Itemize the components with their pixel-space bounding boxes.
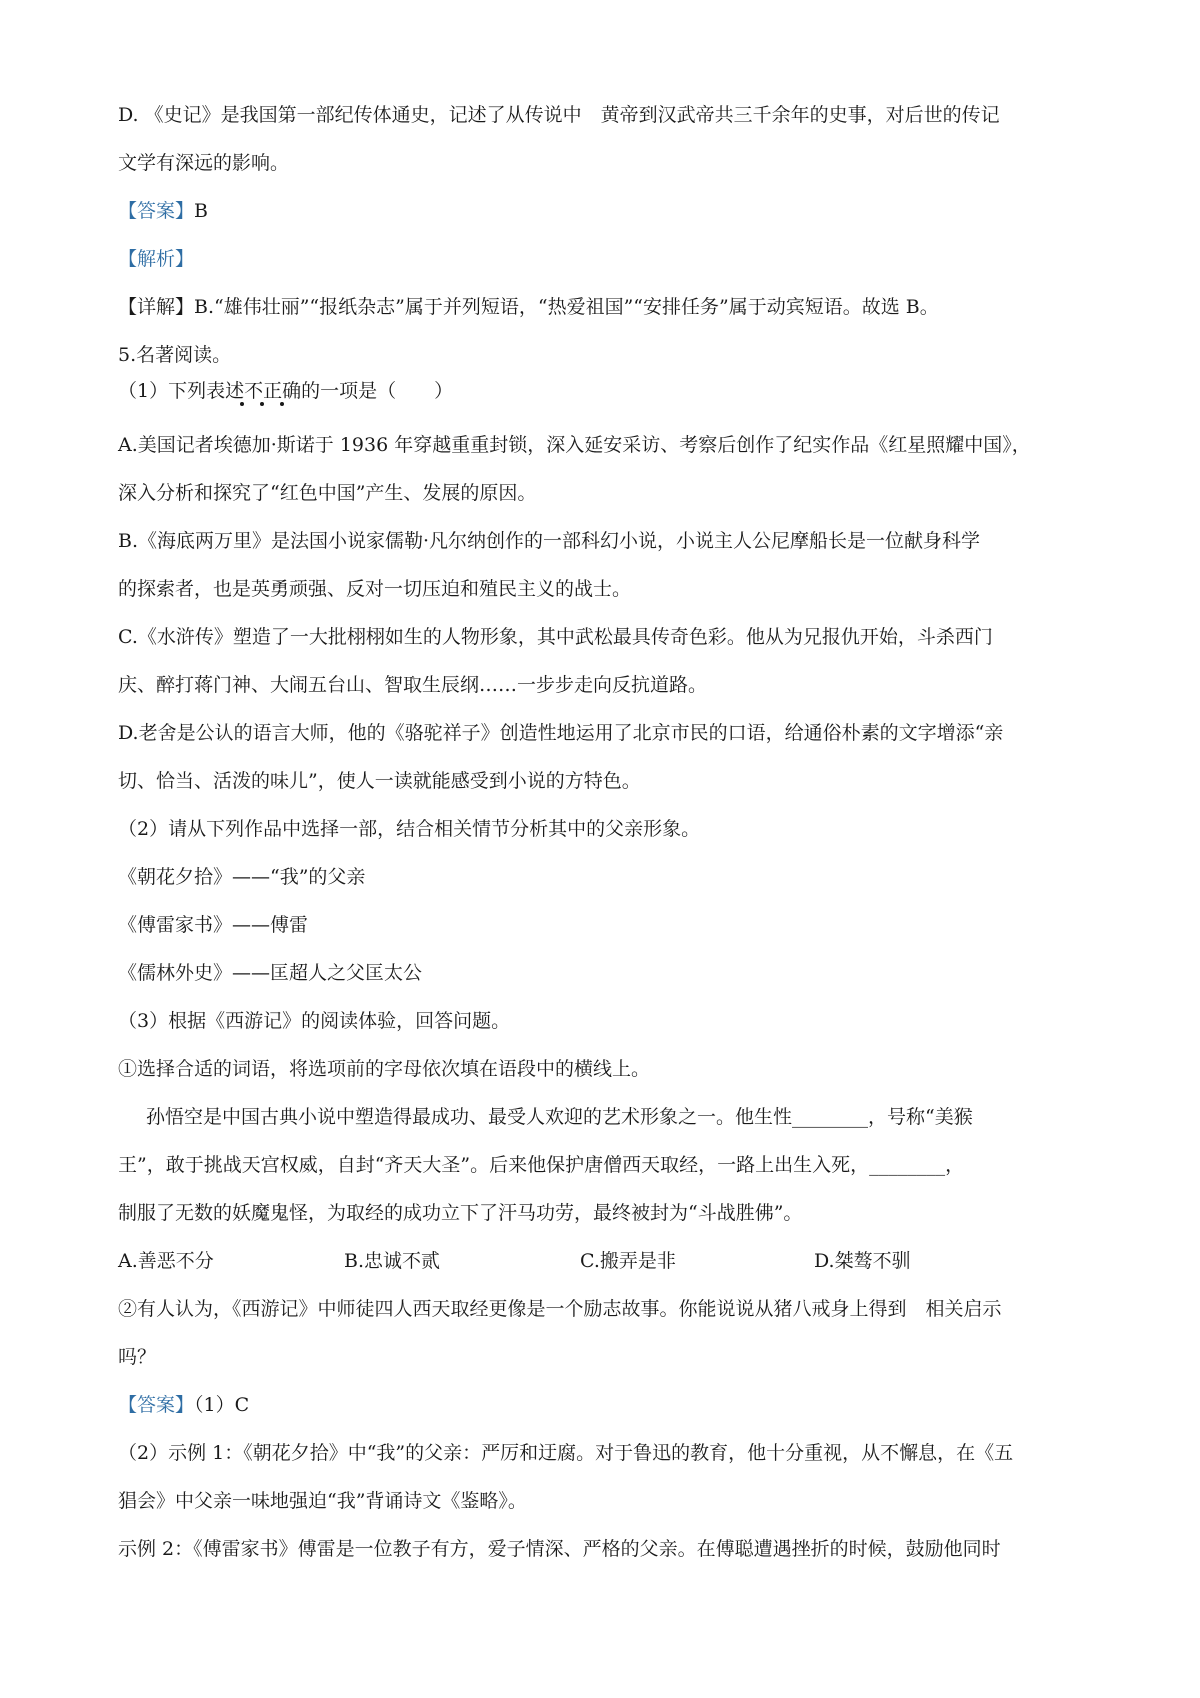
answer-row: [118, 198, 208, 224]
choice-c-line-2: 庆、醉打蒋门神、大闹五台山、智取生辰纲……一步步走向反抗道路。: [118, 674, 708, 696]
passage-line-3: 制服了无数的妖魔鬼怪，为取经的成功立下了汗马功劳，最终被封为“斗战胜佛”。: [118, 1202, 803, 1224]
option-d-line-1: D. 《史记》是我国第一部纪传体通史，记述了从传说中 黄帝到汉武帝共三千余年的史事，对后世的传记: [118, 104, 1000, 126]
passage-line-2: 王”，敢于挑战天宫权威，自封“齐天大圣”。后来他保护唐僧西天取经，一路上出生入死，________，: [118, 1154, 965, 1176]
task-1-instruction: ①选择合适的词语，将选项前的字母依次填在语段中的横线上。: [118, 1058, 651, 1080]
choice-a-line-1: A.美国记者埃德加·斯诺于 1936 年穿越重重封锁，深入延安采访、考察后创作了纪实作品《红星照耀中国》，: [118, 434, 1031, 456]
choice-a-line-2: 深入分析和探究了“红色中国”产生、发展的原因。: [118, 482, 537, 504]
work-option-2: 《傅雷家书》——傅雷: [118, 914, 309, 936]
explanation-line: 【详解】B.“雄伟壮丽”“报纸杂志”属于并列短语，“热爱祖国”“安排任务”属于动宾短语。故选 B。: [118, 296, 939, 318]
choice-b-line-2: 的探索者，也是英勇顽强、反对一切压迫和殖民主义的战士。: [118, 578, 632, 600]
passage-line-1: 孙悟空是中国古典小说中塑造得最成功、最受人欢迎的艺术形象之一。他生性________，号称“美猴: [146, 1106, 973, 1128]
option-d-line-2: 文学有深远的影响。: [118, 152, 290, 174]
answer-value: B: [194, 200, 208, 222]
word-option-d: D.桀骜不驯: [814, 1250, 911, 1272]
word-option-c: C.搬弄是非: [580, 1250, 676, 1272]
work-option-1: 《朝花夕拾》——“我”的父亲: [118, 866, 366, 888]
question-5-heading: 5.名著阅读。: [118, 344, 232, 366]
choice-b-line-1: B.《海底两万里》是法国小说家儒勒·凡尔纳创作的一部科幻小说，小说主人公尼摩船长是一位献身科学: [118, 530, 981, 552]
work-option-3: 《儒林外史》——匡超人之父匡太公: [118, 962, 423, 984]
choice-d-line-2: 切、恰当、活泼的味儿”，使人一读就能感受到小说的方特色。: [118, 770, 641, 792]
analysis-tag: 【解析】: [118, 248, 195, 270]
word-option-b: B.忠诚不贰: [344, 1250, 441, 1272]
sub-question-3: （3）根据《西游记》的阅读体验，回答问题。: [118, 1010, 511, 1032]
task-2-line-2: 吗？: [118, 1346, 157, 1368]
example-2-line-1: 示例 2：《傅雷家书》傅雷是一位教子有方，爱子情深、严格的父亲。在傅聪遭遇挫折的时候，鼓励他同时: [118, 1538, 1001, 1560]
choice-c-line-1: C.《水浒传》塑造了一大批栩栩如生的人物形象，其中武松最具传奇色彩。他从为兄报仇开始，斗杀西门: [118, 626, 993, 648]
answer-tag: 【答案】: [118, 200, 195, 222]
sub-question-2: （2）请从下列作品中选择一部，结合相关情节分析其中的父亲形象。: [118, 818, 701, 840]
choice-d-line-1: D.老舍是公认的语言大师，他的《骆驼祥子》创造性地运用了北京市民的口语，给通俗朴素的文字增添“亲: [118, 722, 1004, 744]
example-1-line-2: 猖会》中父亲一味地强迫“我”背诵诗文《鉴略》。: [118, 1490, 527, 1512]
word-option-a: A.善恶不分: [118, 1250, 214, 1272]
example-1-line-1: （2）示例 1：《朝花夕拾》中“我”的父亲：严厉和迂腐。对于鲁迅的教育，他十分重视，从不懈息，在《五: [118, 1442, 1014, 1464]
task-2-line-1: ②有人认为，《西游记》中师徒四人西天取经更像是一个励志故事。你能说说从猪八戒身上得到 相关启示: [118, 1298, 1002, 1320]
sub-question-1: （1）下列表述不正确的一项是（ ）: [118, 380, 454, 402]
answer-tag-2: 【答案】: [118, 1394, 195, 1416]
answer-row-2: [118, 1392, 249, 1418]
emphasis-dots: [236, 402, 296, 408]
answer-value-2: （1）C: [194, 1394, 250, 1416]
